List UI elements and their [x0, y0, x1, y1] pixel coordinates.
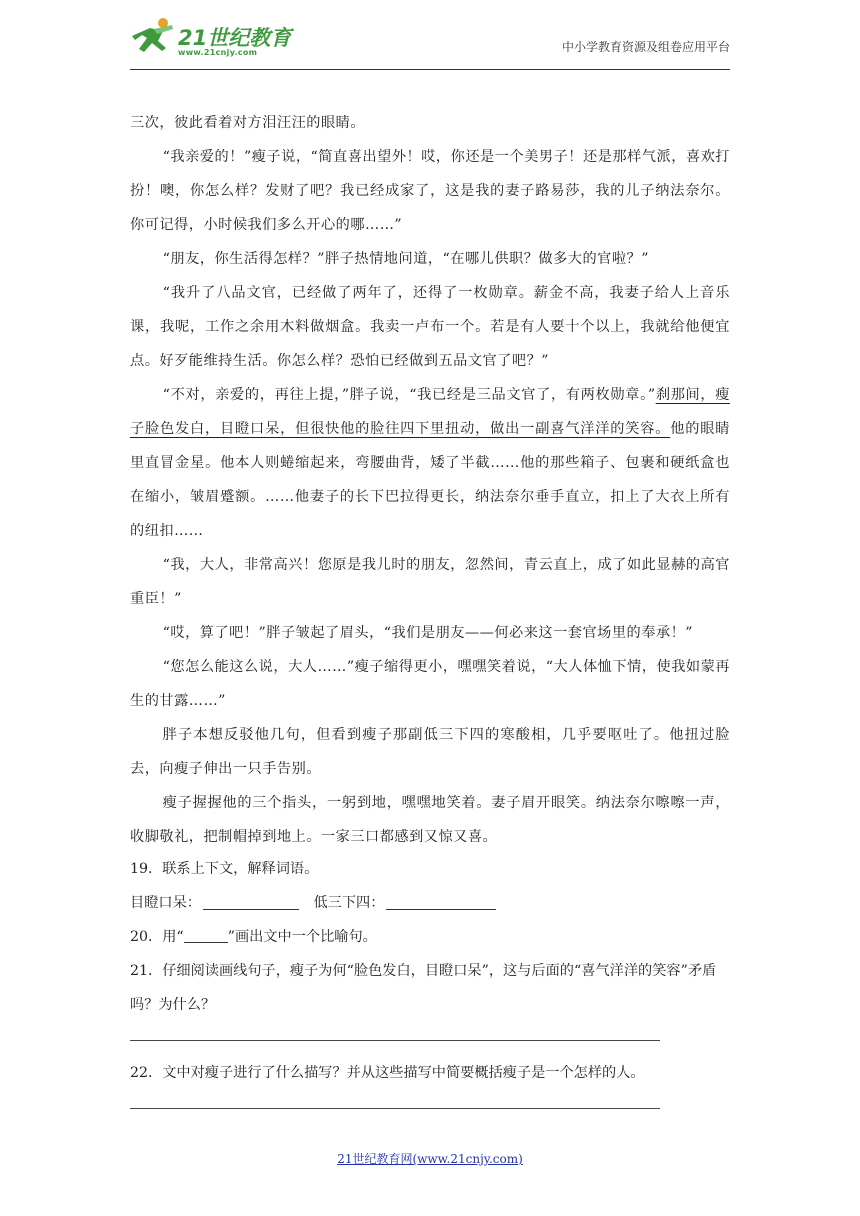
- question-22: 22．文中对瘦子进行了什么描写？并从这些描写中简要概括瘦子是一个怎样的人。: [130, 1065, 645, 1081]
- passage-paragraph: “您怎么能这么说，大人……”瘦子缩得更小，嘿嘿笑着说，“大人体恤下情，使我如蒙再生的甘露……”: [130, 659, 730, 709]
- question-19: 19．联系上下文，解释词语。: [130, 861, 319, 877]
- term-label: 低三下四：: [313, 895, 385, 911]
- passage-paragraph: “朋友，你生活得怎样？”胖子热情地问道，“在哪儿供职？做多大的官啦？”: [162, 251, 649, 267]
- passage-paragraph: 三次，彼此看着对方泪汪汪的眼睛。: [130, 115, 366, 131]
- passage-paragraph: “我，大人，非常高兴！您原是我儿时的朋友，忽然间，青云直上，成了如此显赫的高官重臣！”: [130, 557, 730, 607]
- passage-text: “不对，亲爱的，再往上提，”胖子说，“我已经是三品文官了，有两枚勋章。”: [162, 387, 656, 403]
- runner-logo-icon: [130, 16, 176, 56]
- question-text: ”画出文中一个比喻句。: [227, 929, 377, 945]
- passage-text: 他的眼睛里直冒金星。他本人则蜷缩起来，弯腰曲背，矮了半截……他的那些箱子、包裹和硬纸盒也在缩小，皱眉蹙额。……他妻子的长下巴拉得更长，纳法奈尔垂手直立，扣上了大衣上所有的纽扣……: [130, 421, 730, 539]
- question-section: [130, 852, 730, 1124]
- logo-url: www.21cnjy.com: [178, 48, 258, 57]
- answer-blank[interactable]: [386, 893, 496, 910]
- passage-paragraph: “我亲爱的！”瘦子说，“简直喜出望外！哎，你还是一个美男子！还是那样气派，喜欢打扮！噢，你怎么样？发财了吧？我已经成家了，这是我的妻子路易莎，我的儿子纳法奈尔。你可记得，小时候我们多么开心的哪……”: [130, 149, 730, 233]
- underlined-sentence: 刹那间，瘦子脸色发白，目瞪口呆，但很快他的脸往四下里扭动，做出一副喜气洋洋的笑容。: [130, 387, 730, 437]
- answer-blank[interactable]: [203, 893, 299, 910]
- question-19-terms: [130, 886, 730, 920]
- underline-sample: [184, 928, 228, 943]
- question-21: 21．仔细阅读画线句子，瘦子为何“脸色发白，目瞪口呆”，这与后面的“喜气洋洋的笑容”矛盾吗？为什么？: [130, 963, 717, 1013]
- site-logo: [130, 16, 310, 62]
- question-20: [130, 920, 730, 954]
- page-footer: [0, 1150, 860, 1167]
- logo-text: 21世纪教育: [178, 26, 292, 50]
- answer-line[interactable]: [130, 1090, 730, 1124]
- page-header: [130, 8, 730, 70]
- answer-line[interactable]: [130, 1022, 730, 1056]
- footer-link[interactable]: 21世纪教育网(www.21cnjy.com): [337, 1152, 523, 1166]
- passage-paragraph: 胖子本想反驳他几句，但看到瘦子那副低三下四的寒酸相，几乎要呕吐了。他扭过脸去，向瘦子伸出一只手告别。: [130, 727, 730, 777]
- term-label: 目瞪口呆：: [130, 895, 201, 911]
- passage-paragraph: [130, 378, 730, 548]
- header-divider: [130, 69, 730, 70]
- header-platform-text: 中小学教育资源及组卷应用平台: [561, 40, 730, 54]
- passage-paragraph: “哎，算了吧！”胖子皱起了眉头，“我们是朋友——何必来这一套官场里的奉承！”: [162, 625, 694, 641]
- reading-passage: [130, 106, 730, 854]
- passage-paragraph: “我升了八品文官，已经做了两年了，还得了一枚勋章。薪金不高，我妻子给人上音乐课，我呢，工作之余用木料做烟盒。我卖一卢布一个。若是有人要十个以上，我就给他便宜点。好歹能维持生活。你怎么样？恐怕已经做到五品文官了吧？”: [130, 285, 730, 369]
- question-text: 20．用“: [130, 929, 184, 945]
- passage-paragraph: 瘦子握握他的三个指头，一躬到地，嘿嘿地笑着。妻子眉开眼笑。纳法奈尔嚓嚓一声，收脚敬礼，把制帽掉到地上。一家三口都感到又惊又喜。: [130, 795, 730, 845]
